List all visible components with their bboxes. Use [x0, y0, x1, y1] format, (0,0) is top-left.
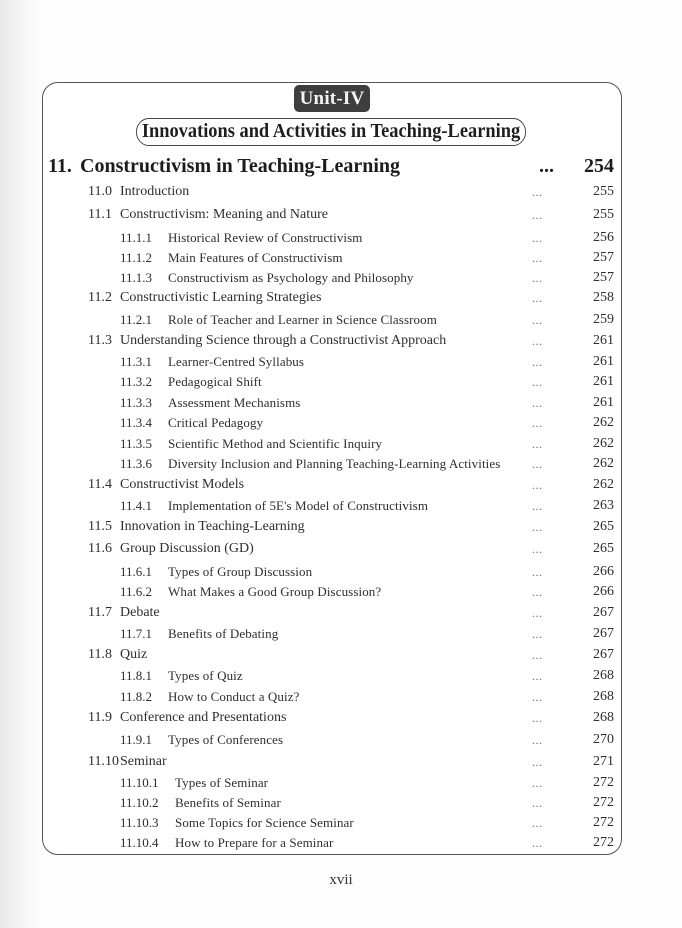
entry-title: Understanding Science through a Constructivist Approach [120, 333, 447, 348]
entry-number: 11.7 [88, 605, 112, 620]
chapter-number: 11. [48, 155, 72, 177]
entry-title: How to Conduct a Quiz? [168, 689, 300, 704]
entry-title: Historical Review of Constructivism [168, 230, 363, 245]
entry-number: 11.2.1 [120, 312, 153, 327]
entry-number: 11.3.6 [120, 456, 153, 471]
entry-page: 267 [593, 605, 614, 620]
entry-leader: ... [532, 520, 543, 534]
entry-page: 268 [593, 668, 614, 683]
entry-number: 11.4.1 [120, 498, 153, 513]
toc-entry[interactable] [0, 288, 682, 308]
entry-number: 11.9.1 [120, 732, 153, 747]
entry-leader: ... [532, 416, 543, 430]
entry-leader: ... [532, 669, 543, 683]
entry-title: How to Prepare for a Seminar [175, 835, 334, 850]
entry-number: 11.3.2 [120, 374, 153, 389]
entry-leader: ... [532, 334, 543, 348]
entry-number: 11.8.2 [120, 689, 153, 704]
entry-title: Constructivist Models [120, 477, 245, 492]
chapter-heading[interactable] [48, 155, 614, 181]
entry-title: Benefits of Seminar [175, 795, 281, 810]
entry-number: 11.4 [88, 477, 112, 492]
entry-title: Types of Conferences [168, 732, 284, 747]
toc-entry[interactable] [0, 752, 682, 772]
entry-leader: ... [532, 355, 543, 369]
entry-title: Assessment Mechanisms [168, 395, 301, 410]
entry-leader: ... [532, 185, 543, 199]
entry-page: 258 [593, 290, 614, 305]
entry-page: 272 [593, 795, 614, 810]
entry-title: Constructivism as Psychology and Philosophy [168, 270, 414, 285]
entry-leader: ... [532, 251, 543, 265]
entry-number: 11.3.4 [120, 415, 153, 430]
toc-entry[interactable] [0, 228, 682, 248]
entry-page: 272 [593, 815, 614, 830]
toc-entry[interactable] [0, 582, 682, 602]
toc-entry[interactable] [0, 687, 682, 707]
entry-leader: ... [532, 711, 543, 725]
entry-number: 11.9 [88, 710, 112, 725]
entry-page: 272 [593, 835, 614, 850]
entry-title: What Makes a Good Group Discussion? [168, 584, 382, 599]
entry-page: 266 [593, 584, 614, 599]
entry-leader: ... [532, 542, 543, 556]
toc-entry[interactable] [0, 624, 682, 644]
entry-leader: ... [532, 733, 543, 747]
entry-number: 11.10.2 [120, 795, 159, 810]
toc-entry[interactable] [0, 268, 682, 288]
entry-leader: ... [532, 565, 543, 579]
entry-leader: ... [532, 499, 543, 513]
unit-title: Innovations and Activities in Teaching-Learning [136, 118, 526, 146]
entry-leader: ... [532, 375, 543, 389]
entry-number: 11.10.3 [120, 815, 159, 830]
entry-leader: ... [532, 585, 543, 599]
entry-page: 261 [593, 374, 614, 389]
entry-page: 268 [593, 689, 614, 704]
entry-title: Constructivism: Meaning and Nature [120, 207, 329, 222]
entry-number: 11.3.5 [120, 436, 153, 451]
toc-entry[interactable] [0, 793, 682, 813]
entry-page: 256 [593, 230, 614, 245]
entry-number: 11.1.1 [120, 230, 153, 245]
entry-leader: ... [532, 816, 543, 830]
entry-leader: ... [532, 291, 543, 305]
toc-entry[interactable] [0, 182, 682, 202]
entry-title: Introduction [120, 184, 190, 199]
entry-title: Pedagogical Shift [168, 374, 262, 389]
entry-page: 261 [593, 354, 614, 369]
entry-title: Group Discussion (GD) [120, 541, 254, 556]
entry-title: Innovation in Teaching-Learning [120, 519, 305, 534]
entry-number: 11.8.1 [120, 668, 153, 683]
entry-leader: ... [532, 836, 543, 850]
toc-entry[interactable] [0, 833, 682, 853]
toc-entry[interactable] [0, 454, 682, 474]
toc-entry[interactable] [0, 539, 682, 559]
entry-leader: ... [532, 648, 543, 662]
entry-leader: ... [532, 478, 543, 492]
entry-title: Scientific Method and Scientific Inquiry [168, 436, 383, 451]
toc-entry[interactable] [0, 496, 682, 516]
toc-entry[interactable] [0, 372, 682, 392]
entry-leader: ... [532, 396, 543, 410]
entry-title: Types of Quiz [168, 668, 243, 683]
toc-entry[interactable] [0, 331, 682, 351]
unit-badge: Unit-IV [294, 85, 370, 112]
entry-number: 11.3.1 [120, 354, 153, 369]
entry-page: 257 [593, 270, 614, 285]
entry-title: Debate [120, 605, 160, 620]
entry-page: 263 [593, 498, 614, 513]
entry-title: Critical Pedagogy [168, 415, 264, 430]
entry-number: 11.3 [88, 333, 112, 348]
entry-leader: ... [532, 437, 543, 451]
entry-page: 268 [593, 710, 614, 725]
entry-number: 11.1.3 [120, 270, 153, 285]
toc-entry[interactable] [0, 205, 682, 225]
page-number: xvii [329, 872, 353, 888]
entry-page: 262 [593, 477, 614, 492]
entry-leader: ... [532, 755, 543, 769]
entry-number: 11.10.1 [120, 775, 159, 790]
entry-leader: ... [532, 271, 543, 285]
chapter-page: 254 [584, 155, 614, 177]
toc-entry[interactable] [0, 603, 682, 623]
entry-number: 11.5 [88, 519, 112, 534]
entry-page: 267 [593, 647, 614, 662]
entry-number: 11.7.1 [120, 626, 153, 641]
entry-leader: ... [532, 606, 543, 620]
entry-leader: ... [532, 627, 543, 641]
entry-page: 255 [593, 184, 614, 199]
toc-entry[interactable] [0, 434, 682, 454]
toc-entry[interactable] [0, 475, 682, 495]
entry-title: Diversity Inclusion and Planning Teaching-Learning Activities [168, 456, 501, 471]
toc-entry[interactable] [0, 310, 682, 330]
toc-entry[interactable] [0, 248, 682, 268]
entry-title: Benefits of Debating [168, 626, 279, 641]
entry-page: 265 [593, 541, 614, 556]
toc-entry[interactable] [0, 666, 682, 686]
toc-entry[interactable] [0, 413, 682, 433]
toc-entry[interactable] [0, 562, 682, 582]
entry-leader: ... [532, 776, 543, 790]
entry-page: 261 [593, 333, 614, 348]
toc-entry[interactable] [0, 352, 682, 372]
entry-number: 11.2 [88, 290, 112, 305]
entry-number: 11.6.2 [120, 584, 153, 599]
entry-page: 257 [593, 250, 614, 265]
entry-number: 11.0 [88, 184, 112, 199]
entry-page: 262 [593, 456, 614, 471]
entry-page: 266 [593, 564, 614, 579]
entry-title: Learner-Centred Syllabus [168, 354, 305, 369]
entry-page: 262 [593, 415, 614, 430]
entry-number: 11.10.4 [120, 835, 159, 850]
entry-title: Types of Group Discussion [168, 564, 313, 579]
entry-title: Types of Seminar [175, 775, 269, 790]
entry-title: Conference and Presentations [120, 710, 287, 725]
entry-title: Constructivistic Learning Strategies [120, 290, 322, 305]
entry-number: 11.10 [88, 754, 119, 769]
entry-number: 11.1.2 [120, 250, 153, 265]
entry-title: Main Features of Constructivism [168, 250, 343, 265]
entry-page: 261 [593, 395, 614, 410]
entry-number: 11.6 [88, 541, 112, 556]
entry-title: Role of Teacher and Learner in Science Classroom [168, 312, 437, 327]
entry-leader: ... [532, 796, 543, 810]
entry-page: 267 [593, 626, 614, 641]
toc-entry[interactable] [0, 517, 682, 537]
entry-title: Quiz [120, 647, 148, 662]
toc-entry[interactable] [0, 708, 682, 728]
toc-entry[interactable] [0, 393, 682, 413]
entry-title: Some Topics for Science Seminar [175, 815, 354, 830]
entry-number: 11.3.3 [120, 395, 153, 410]
entry-title: Seminar [120, 754, 167, 769]
entry-page: 265 [593, 519, 614, 534]
chapter-title: Constructivism in Teaching-Learning [80, 155, 401, 177]
entry-page: 272 [593, 775, 614, 790]
toc-entry[interactable] [0, 645, 682, 665]
entry-page: 259 [593, 312, 614, 327]
entry-leader: ... [532, 457, 543, 471]
toc-entry[interactable] [0, 773, 682, 793]
entry-leader: ... [532, 231, 543, 245]
entry-title: Implementation of 5E's Model of Constructivism [168, 498, 429, 513]
entry-leader: ... [532, 313, 543, 327]
entry-page: 262 [593, 436, 614, 451]
entry-number: 11.8 [88, 647, 112, 662]
entry-number: 11.6.1 [120, 564, 153, 579]
toc-entry[interactable] [0, 730, 682, 750]
entry-page: 270 [593, 732, 614, 747]
entry-page: 271 [593, 754, 614, 769]
toc-entry[interactable] [0, 813, 682, 833]
entry-leader: ... [532, 690, 543, 704]
chapter-leader: ... [539, 155, 554, 177]
entry-leader: ... [532, 208, 543, 222]
entry-number: 11.1 [88, 207, 112, 222]
entry-page: 255 [593, 207, 614, 222]
